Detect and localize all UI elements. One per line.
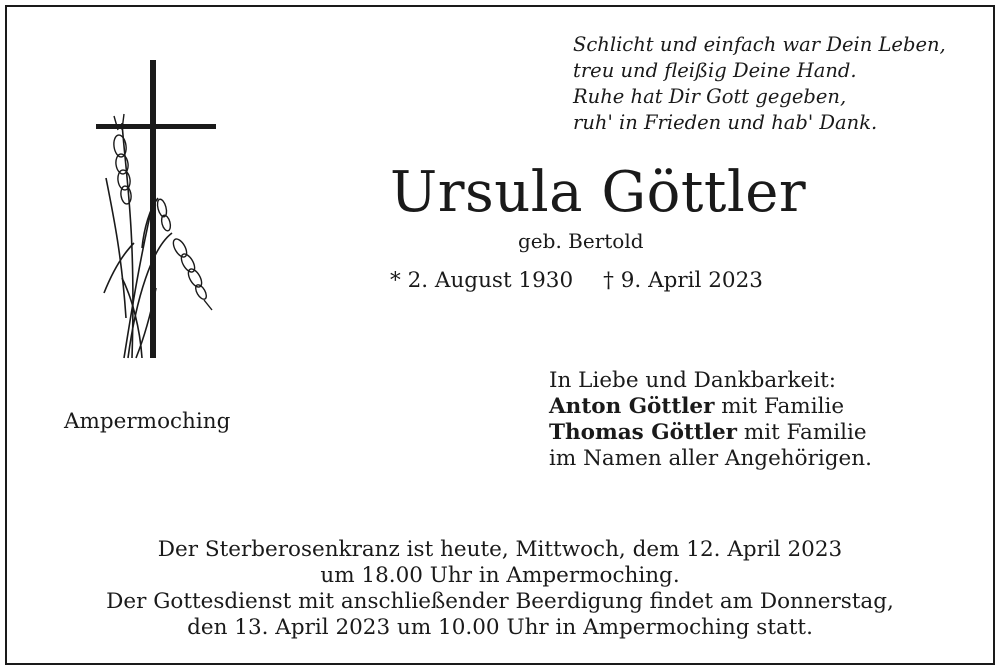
- life-dates: [390, 268, 763, 293]
- maiden-name: geb. Bertold: [518, 229, 644, 253]
- place-name: Ampermoching: [64, 409, 231, 434]
- death-date: † 9. April 2023: [603, 268, 763, 293]
- funeral-notice: [0, 537, 1000, 641]
- notice-line: um 18.00 Uhr in Ampermoching.: [320, 563, 680, 588]
- notice-line: Der Gottesdienst mit anschließender Beerdigung findet am Donnerstag,: [106, 589, 894, 614]
- poem: [573, 32, 946, 136]
- poem-line: Schlicht und einfach war Dein Leben,: [573, 33, 946, 56]
- mourner-line: [549, 394, 872, 420]
- mourners-intro: In Liebe und Dankbarkeit:: [549, 368, 836, 393]
- notice-line: den 13. April 2023 um 10.00 Uhr in Ampermoching statt.: [187, 615, 813, 640]
- mourner-suffix: mit Familie: [714, 394, 845, 419]
- mourner-line: [549, 420, 872, 446]
- poem-line: treu und fleißig Deine Hand.: [573, 59, 857, 82]
- mourners-closing: im Namen aller Angehörigen.: [549, 446, 872, 471]
- cross-with-wheat-icon: [92, 58, 222, 368]
- mourner-name: Anton Göttler: [549, 394, 715, 419]
- birth-date: * 2. August 1930: [390, 268, 574, 293]
- mourner-name: Thomas Göttler: [549, 420, 737, 445]
- poem-line: ruh' in Frieden und hab' Dank.: [573, 111, 878, 134]
- poem-line: Ruhe hat Dir Gott gegeben,: [573, 85, 847, 108]
- deceased-name: Ursula Göttler: [390, 160, 807, 225]
- mourner-suffix: mit Familie: [736, 420, 867, 445]
- notice-line: Der Sterberosenkranz ist heute, Mittwoch, dem 12. April 2023: [157, 537, 843, 562]
- mourners-block: [549, 368, 872, 472]
